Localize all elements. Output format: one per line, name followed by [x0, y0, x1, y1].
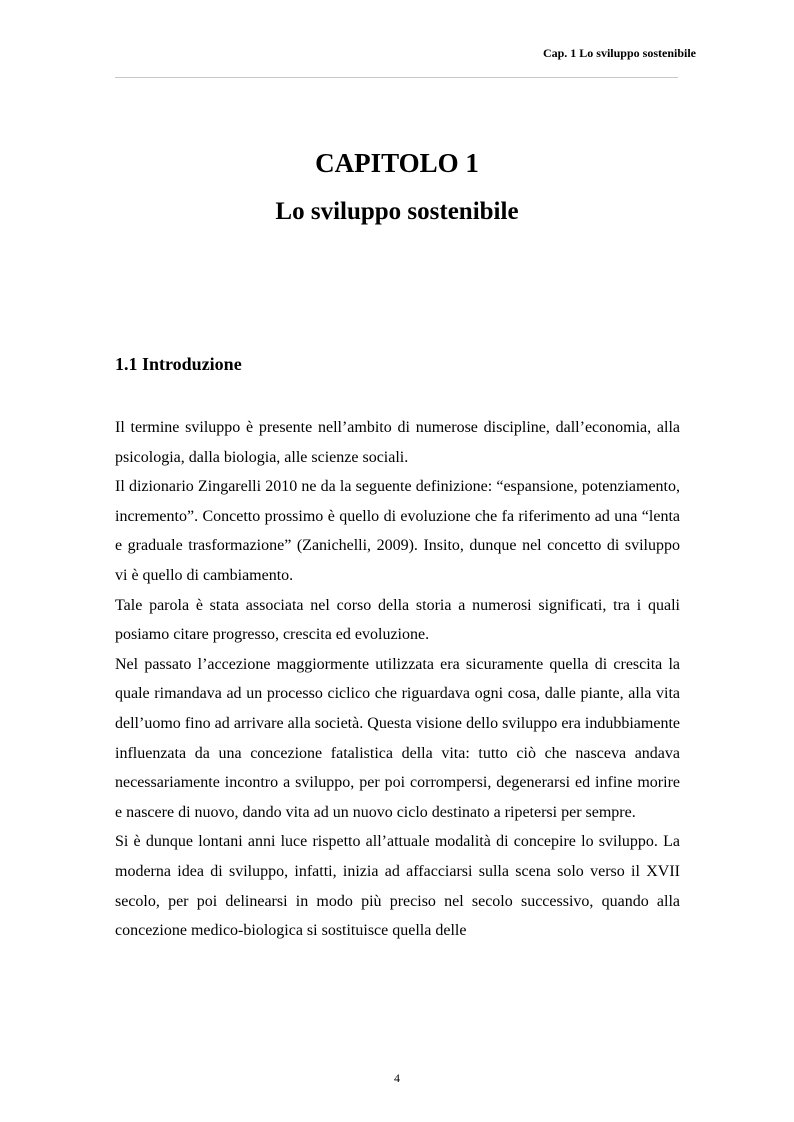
- header-divider: [115, 77, 678, 78]
- section-heading: 1.1 Introduzione: [115, 354, 242, 374]
- page-number: 4: [394, 1071, 400, 1085]
- running-header: Cap. 1 Lo sviluppo sostenibile: [542, 46, 696, 60]
- chapter-title: Lo sviluppo sostenibile: [275, 198, 519, 225]
- paragraph: Tale parola è stata associata nel corso della storia a numerosi significati, tra i quali posiamo citare progresso, crescita ed evoluzione.: [115, 596, 680, 644]
- chapter-number: CAPITOLO 1: [315, 148, 479, 178]
- paragraph: Nel passato l’accezione maggiormente utilizzata era sicuramente quella di crescita la quale rimandava ad un processo ciclico che riguardava ogni cosa, dalle piante, alla vita dell’uomo fino ad arrivare alla società. Questa visione dello sviluppo era indubbiamente influenzata da una concezione fatalistica della vita: tutto ciò che nasceva andava necessariamente incontro a sviluppo, per poi corrompersi, degenerarsi ed infine morire e nascere di nuovo, dando vita ad un nuovo ciclo destinato a ripetersi per sempre.: [115, 655, 680, 821]
- paragraph: Il termine sviluppo è presente nell’ambito di numerose discipline, dall’economia, alla psicologia, dalla biologia, alle scienze sociali.: [115, 419, 680, 466]
- paragraph: Si è dunque lontani anni luce rispetto all’attuale modalità di concepire lo sviluppo. La moderna idea di sviluppo, infatti, inizia ad affacciarsi sulla scena solo verso il XVII secolo, per poi delinearsi in modo più preciso nel secolo successivo, quando alla concezione medico-biologica si sostituisce quella delle: [115, 833, 680, 940]
- paragraph: Il dizionario Zingarelli 2010 ne da la seguente definizione: “espansione, potenziamento, incremento”. Concetto prossimo è quello di evoluzione che fa riferimento ad una “lenta e graduale trasformazione” (Zanichelli, 2009). Insito, dunque nel concetto di sviluppo vi è quello di cambiamento.: [115, 478, 680, 584]
- body-text: [115, 413, 680, 946]
